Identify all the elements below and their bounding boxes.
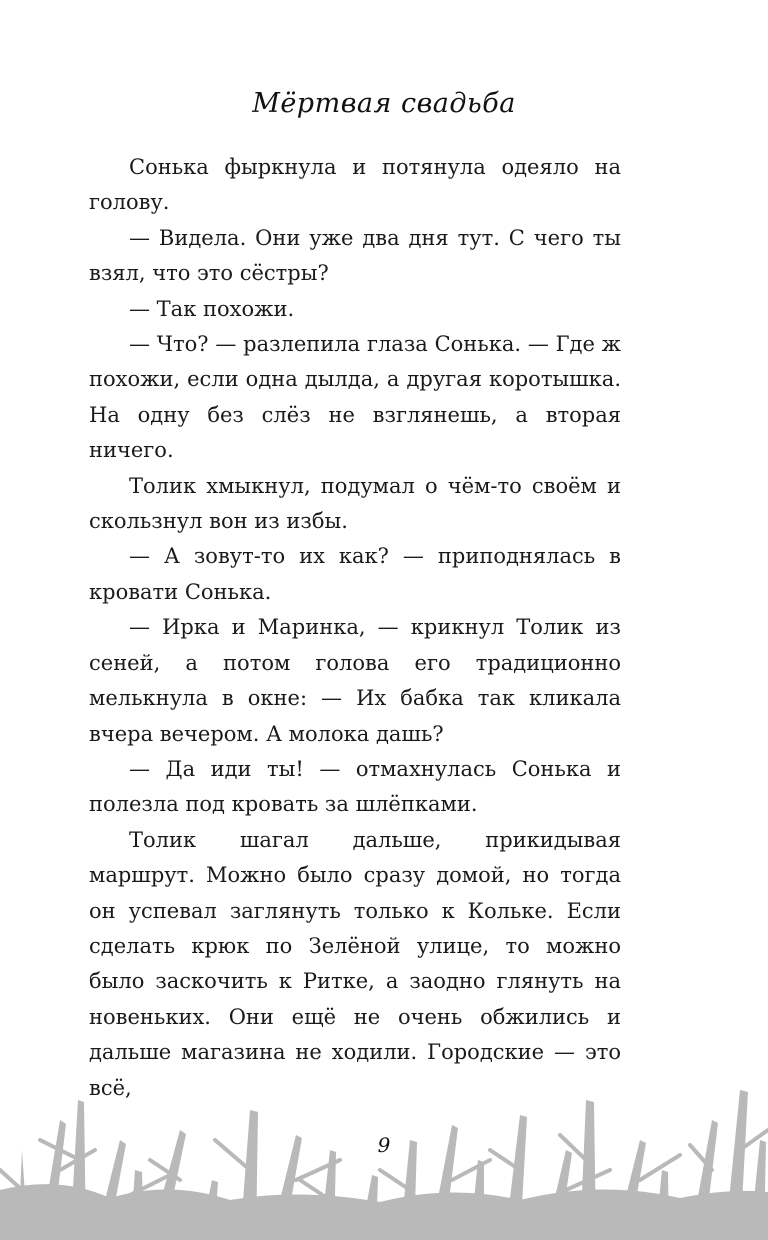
paragraph-7: — Ирка и Маринка, — крикнул Толик из сеней, а потом голова его традиционно мелькнула в окне: — Их бабка так кликала вчера вечером. А молока дашь? <box>89 615 621 746</box>
paragraph-5: Толик хмыкнул, подумал о чём-то своём и скользнул вон из избы. <box>89 473 621 534</box>
paragraph-1: Сонька фыркнула и потянула одеяло на голову. <box>89 155 621 215</box>
paragraph-6: — А зовут-то их как? — приподнялась в кровати Сонька. <box>89 544 621 604</box>
paragraph-2: — Видела. Они уже два дня тут. С чего ты взял, что это сёстры? <box>89 225 621 286</box>
page-number: 9 <box>377 1133 391 1157</box>
paragraph-3: — Так похожи. <box>129 296 295 321</box>
paragraph-4: — Что? — разлепила глаза Сонька. — Где ж похожи, если одна дылда, а другая коротышка. На одну без слёз не взглянешь, а вторая ничего. <box>89 332 621 463</box>
body-text <box>89 150 621 1106</box>
grass-silhouette-icon <box>0 1080 768 1240</box>
paragraph-9: Толик шагал дальше, прикидывая маршрут. Можно было сразу домой, но тогда он успевал заглянуть только к Кольке. Если сделать крюк по Зелёной улице, то можно было заскочить к Ритке, а заодно глянуть на новеньких. Они ещё не очень обжились и дальше магазина не ходили. Городские — это всё, <box>89 827 621 1100</box>
paragraph-8: — Да иди ты! — отмахнулась Сонька и полезла под кровать за шлёпками. <box>89 756 621 817</box>
running-title: Мёртвая свадьба <box>252 88 516 119</box>
